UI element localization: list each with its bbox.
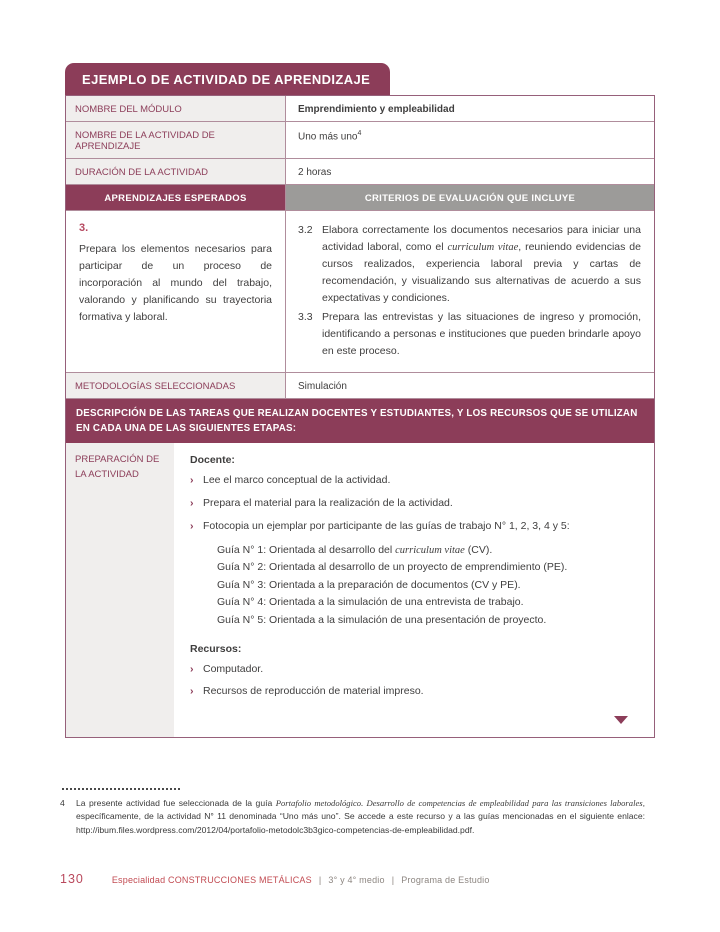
table-row [66,96,654,122]
page-number: 130 [60,872,84,886]
footer-program: Programa de Estudio [401,875,490,885]
table-header-row [66,185,654,211]
footnote-block [60,788,645,837]
page-content [65,63,655,738]
page-footer [60,872,490,886]
guide-line [217,577,638,595]
activity-name-label: NOMBRE DE LA ACTIVIDAD DE APRENDIZAJE [66,122,286,158]
list-item [190,662,638,678]
footnote-number: 4 [60,798,65,808]
expected-learning-cell [66,211,286,372]
list-item [190,684,638,700]
guide-line [217,542,638,560]
footnote-text-part: . [472,824,475,835]
bullet-icon: › [190,497,194,510]
list-item [190,473,638,489]
criteria-text [322,309,641,360]
activity-table [65,95,655,738]
expected-learning-text: Prepara los elementos necesarios para participar de un proceso de incorporación al mundo del trabajo, valorando y planificando su trayectoria formativa y laboral. [79,243,272,323]
footnote-reference: 4 [357,130,362,137]
footnote-text-part: La presente actividad fue seleccionada de la guía [76,798,276,808]
guide-line [217,559,638,577]
footnote-url-link[interactable]: http://ibum.files.wordpress.com/2012/04/portafolio-metodolc3b3gico-competencias-de-empleabilidad.pdf [76,824,473,835]
guide-text-part: Guía N° 5: Orientada a la simulación de una presentación de proyecto. [217,614,547,627]
triangle-down-icon [614,716,628,724]
list-item-text: Computador. [203,662,264,675]
guide-line [217,594,638,612]
footer-separator: | [318,875,322,885]
list-item [190,496,638,512]
table-row [66,122,654,159]
guide-text-part: Guía N° 3: Orientada a la preparación de documentos (CV y PE). [217,578,521,591]
bullet-icon: › [190,519,194,532]
guide-text-part: Guía N° 1: Orientada al desarrollo del [217,543,396,556]
footer-meta [112,875,490,885]
expected-learning-header: APRENDIZAJES ESPERADOS [66,185,286,210]
footnote-italic-part: Portafolio metodológico. Desarrollo de competencias de empleabilidad para las transiciones laborales [275,798,643,808]
methodology-row [66,373,654,399]
footer-specialty: Especialidad CONSTRUCCIONES METÁLICAS [111,875,312,885]
list-item-text: Lee el marco conceptual de la actividad. [203,474,391,487]
table-row [66,159,654,185]
criteria-text-part: Prepara las entrevistas y las situaciones de ingreso y promoción, identificando a personas e instituciones que pueden brindarle apoyo en este proceso. [322,311,641,357]
bullet-icon: › [190,662,194,675]
module-name-value: Emprendimiento y empleabilidad [298,104,455,115]
activity-example-tab: EJEMPLO DE ACTIVIDAD DE APRENDIZAJE [65,63,390,95]
footnote [60,797,645,837]
guide-text-part: Guía N° 4: Orientada a la simulación de una entrevista de trabajo. [217,596,524,609]
list-item-text: Fotocopia un ejemplar por participante de las guías de trabajo N° 1, 2, 3, 4 y 5: [203,519,570,532]
bullet-icon: › [190,685,194,698]
duration-value: 2 horas [298,167,332,178]
criteria-item [298,309,641,360]
footer-separator: | [391,875,395,885]
footnote-text [76,797,645,837]
guide-line [217,612,638,630]
criteria-italic-part: curriculum vitae [447,242,519,253]
methodology-value: Simulación [298,381,347,392]
list-item-text: Prepara el material para la realización de la actividad. [203,497,453,510]
list-item [190,519,638,535]
continuation-indicator [190,707,638,731]
criteria-text-part: Elabora correctamente los documentos necesarios para iniciar una actividad laboral, como el [322,224,641,253]
footnote-separator [62,788,180,790]
criteria-number: 3.2 [298,224,313,236]
tasks-description-banner: DESCRIPCIÓN DE LAS TAREAS QUE REALIZAN DOCENTES Y ESTUDIANTES, Y LOS RECURSOS QUE SE UTILIZAN EN CADA UNA DE LAS SIGUIENTES ETAPAS: [66,399,654,443]
criteria-number: 3.3 [298,311,313,323]
evaluation-criteria-header: CRITERIOS DE EVALUACIÓN QUE INCLUYE [286,185,654,210]
duration-label: DURACIÓN DE LA ACTIVIDAD [66,159,286,184]
criteria-text [322,222,641,307]
module-name-label: NOMBRE DEL MÓDULO [66,96,286,121]
guide-text-part: Guía N° 2: Orientada al desarrollo de un proyecto de emprendimiento (PE). [217,561,568,574]
guide-text-part: (CV). [464,543,493,556]
preparation-row [66,443,654,737]
criteria-text-part: , reuniendo evidencias de cursos realizados, experiencia laboral previa y cartas de recomendación, y visualizando sus alternativas de acuerdo a sus expectativas y condiciones. [322,241,641,304]
preparation-label: PREPARACIÓN DE LA ACTIVIDAD [66,443,174,737]
recursos-heading: Recursos: [190,642,242,655]
bullet-icon: › [190,474,194,487]
docente-heading: Docente: [190,454,235,467]
learning-criteria-row [66,211,654,373]
criteria-item [298,222,641,307]
preparation-content [174,443,654,737]
activity-name-text: Uno más uno [298,131,358,143]
footnote-text-part: , específicamente, de la actividad N° 11 denominada “Uno más uno”. Se accede a este recurso y a las guías mencionadas en el siguiente enlace: [76,798,646,822]
evaluation-criteria-cell [286,211,654,372]
methodology-label: METODOLOGÍAS SELECCIONADAS [66,373,286,398]
activity-name-value [286,122,654,158]
expected-learning-number: 3. [79,222,89,234]
list-item-text: Recursos de reproducción de material impreso. [203,685,424,698]
footer-grade: 3° y 4° medio [328,875,385,885]
guide-italic-part: curriculum vitae [395,544,465,556]
